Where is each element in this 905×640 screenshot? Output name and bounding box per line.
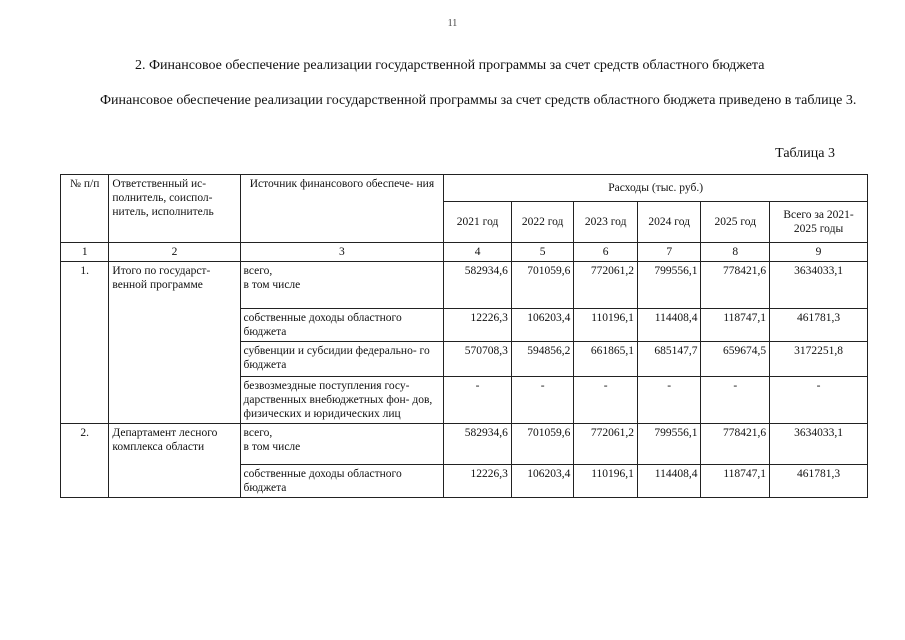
table-caption: Таблица 3: [775, 146, 835, 161]
value-cell: 582934,6: [444, 424, 512, 465]
row-source: собственные доходы областного бюджета: [240, 309, 444, 342]
value-cell: 106203,4: [511, 309, 574, 342]
value-cell: 110196,1: [574, 309, 638, 342]
header-year-2025: 2025 год: [701, 202, 770, 243]
column-number: 6: [574, 243, 638, 262]
row-executor: Департамент лесного комплекса области: [109, 424, 240, 498]
value-cell: 701059,6: [511, 262, 574, 309]
column-number: 3: [240, 243, 444, 262]
header-total: Всего за 2021- 2025 годы: [770, 202, 868, 243]
value-cell: 12226,3: [444, 309, 512, 342]
financing-table: [60, 174, 868, 498]
row-source: всего, в том числе: [240, 262, 444, 309]
value-cell: 659674,5: [701, 342, 770, 377]
column-number: 4: [444, 243, 512, 262]
header-year-2024: 2024 год: [637, 202, 701, 243]
column-number: 9: [770, 243, 868, 262]
value-cell: 12226,3: [444, 465, 512, 498]
row-number: 1.: [61, 262, 109, 424]
header-row-1: [61, 175, 868, 202]
value-cell: 118747,1: [701, 309, 770, 342]
value-cell: -: [511, 377, 574, 424]
column-number: 7: [637, 243, 701, 262]
header-expenses: Расходы (тыс. руб.): [444, 175, 868, 202]
value-cell: 110196,1: [574, 465, 638, 498]
value-cell: 582934,6: [444, 262, 512, 309]
value-cell: 3634033,1: [770, 262, 868, 309]
column-number: 5: [511, 243, 574, 262]
value-cell: 772061,2: [574, 262, 638, 309]
column-number: 1: [61, 243, 109, 262]
intro-paragraph: Финансовое обеспечение реализации государственной программы за счет средств областного бюджета приведено в таблице 3.: [100, 93, 857, 108]
value-cell: 461781,3: [770, 465, 868, 498]
value-cell: 772061,2: [574, 424, 638, 465]
header-year-2022: 2022 год: [511, 202, 574, 243]
page-number: 11: [447, 18, 458, 29]
column-number: 2: [109, 243, 240, 262]
value-cell: 461781,3: [770, 309, 868, 342]
table-row: [61, 262, 868, 309]
header-year-2023: 2023 год: [574, 202, 638, 243]
table-row: [61, 424, 868, 465]
value-cell: 799556,1: [637, 424, 701, 465]
value-cell: 106203,4: [511, 465, 574, 498]
value-cell: 661865,1: [574, 342, 638, 377]
value-cell: -: [637, 377, 701, 424]
header-source: Источник финансового обеспече- ния: [240, 175, 444, 243]
row-source: собственные доходы областного бюджета: [240, 465, 444, 498]
row-executor: Итого по государст- венной программе: [109, 262, 240, 424]
value-cell: -: [770, 377, 868, 424]
value-cell: 114408,4: [637, 309, 701, 342]
section-heading: 2. Финансовое обеспечение реализации государственной программы за счет средств областного бюджета: [135, 58, 765, 73]
value-cell: 685147,7: [637, 342, 701, 377]
value-cell: 3172251,8: [770, 342, 868, 377]
header-executor: Ответственный ис- полнитель, соиспол- нитель, исполнитель: [109, 175, 240, 243]
value-cell: 778421,6: [701, 262, 770, 309]
row-source: безвозмездные поступления госу- дарственных внебюджетных фон- дов, физических и юридических лиц: [240, 377, 444, 424]
value-cell: 778421,6: [701, 424, 770, 465]
header-year-2021: 2021 год: [444, 202, 512, 243]
value-cell: 3634033,1: [770, 424, 868, 465]
value-cell: 701059,6: [511, 424, 574, 465]
value-cell: -: [574, 377, 638, 424]
value-cell: -: [701, 377, 770, 424]
value-cell: 118747,1: [701, 465, 770, 498]
column-number: 8: [701, 243, 770, 262]
value-cell: 570708,3: [444, 342, 512, 377]
row-number: 2.: [61, 424, 109, 498]
row-source: субвенции и субсидии федерально- го бюджета: [240, 342, 444, 377]
row-source: всего, в том числе: [240, 424, 444, 465]
value-cell: 799556,1: [637, 262, 701, 309]
value-cell: -: [444, 377, 512, 424]
value-cell: 594856,2: [511, 342, 574, 377]
value-cell: 114408,4: [637, 465, 701, 498]
header-num: № п/п: [61, 175, 109, 243]
column-number-row: [61, 243, 868, 262]
